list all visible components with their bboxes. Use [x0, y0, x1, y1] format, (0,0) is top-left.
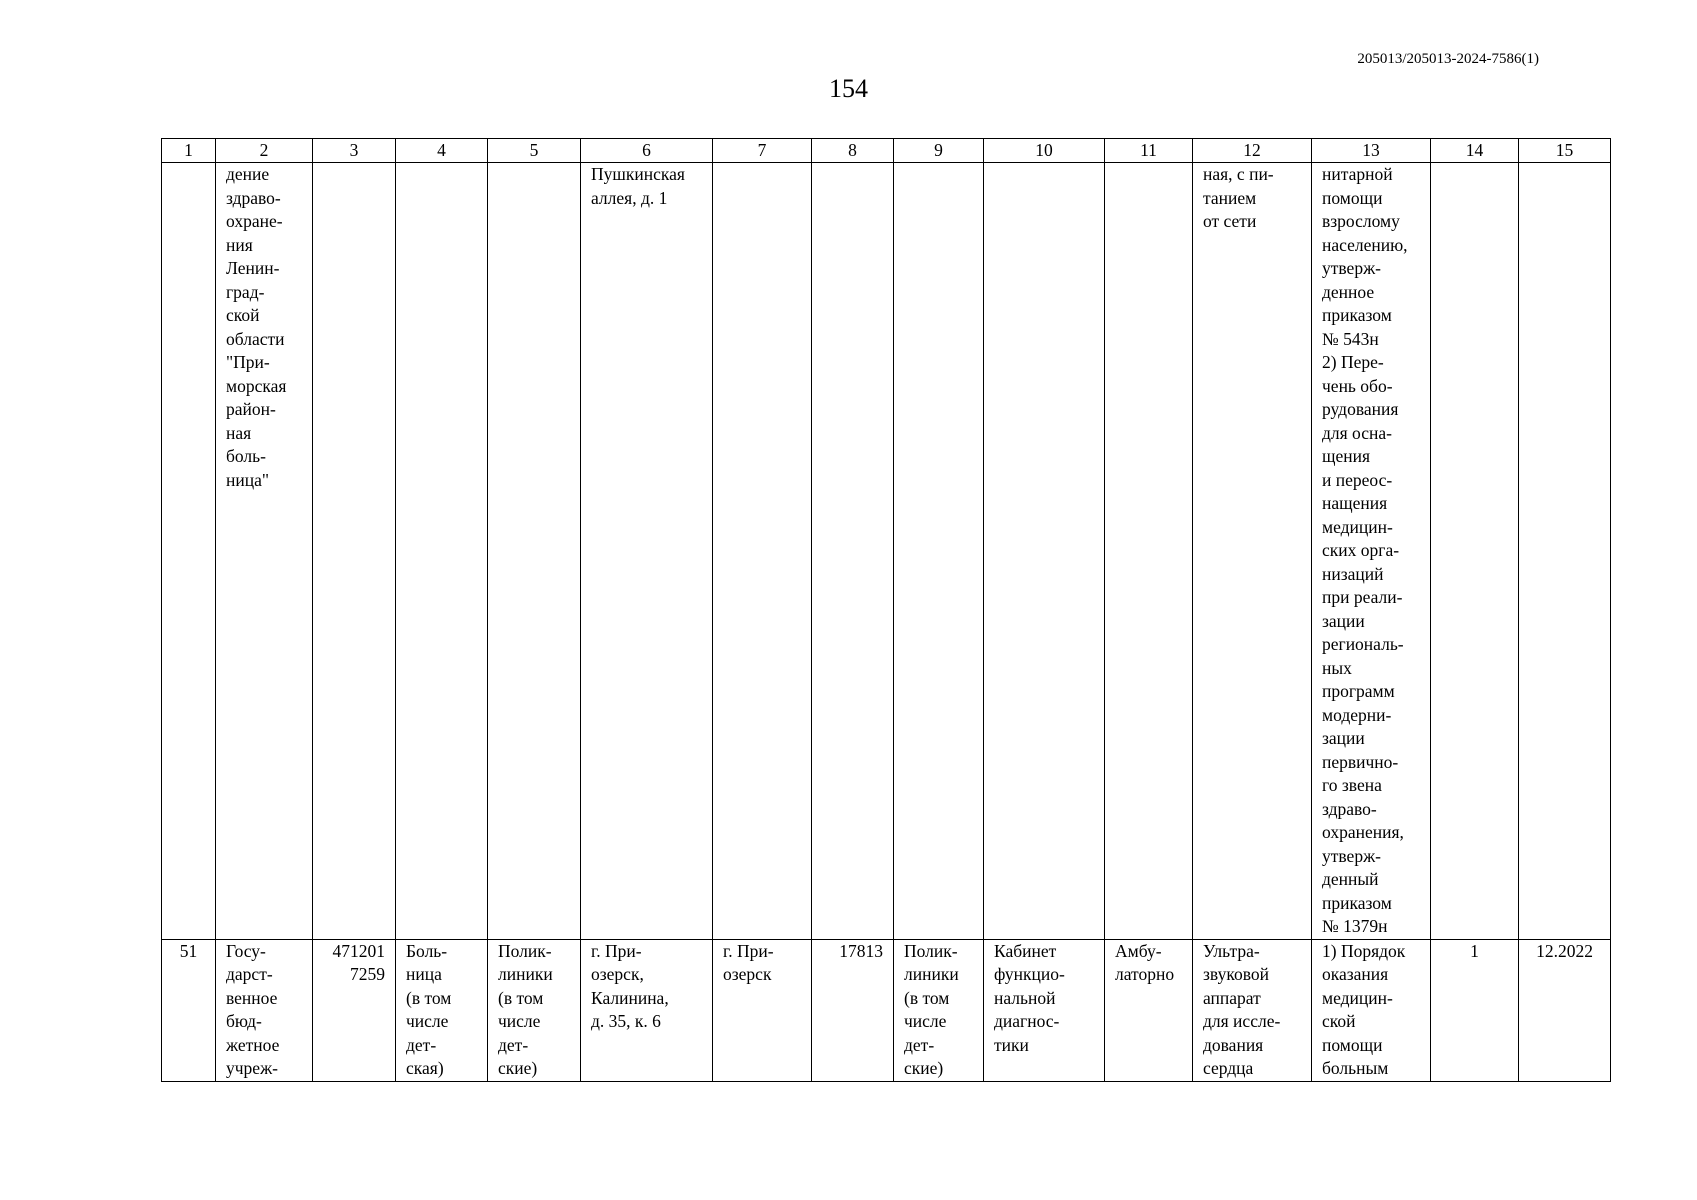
- cell-row-number: [162, 939, 216, 1081]
- cell-line: № 543н: [1322, 328, 1379, 349]
- cell-equipment: [1193, 939, 1312, 1081]
- cell-line: озерск: [723, 964, 772, 984]
- cell-line: функцио-: [994, 964, 1065, 984]
- cell-line: ная, с пи-: [1203, 164, 1274, 184]
- cell-line: 51: [179, 940, 198, 961]
- cell-institution: [216, 939, 313, 1081]
- cell-line: ная: [226, 422, 252, 443]
- cell-unit: [894, 939, 984, 1081]
- cell-line: числе: [904, 1011, 947, 1031]
- cell-locality: [713, 939, 812, 1081]
- cell-line: ница: [406, 964, 442, 984]
- column-number-row: [162, 139, 1611, 163]
- column-number-14: 14: [1431, 139, 1519, 163]
- cell-line: "При-: [226, 352, 270, 372]
- cell-line: 1: [1470, 940, 1479, 961]
- cell-line: тики: [994, 1034, 1029, 1055]
- cell-line: линики: [498, 964, 553, 984]
- cell-c6: [581, 163, 713, 940]
- cell-line: дет-: [498, 1034, 529, 1055]
- cell-c13: [1312, 163, 1431, 940]
- cell-line: населению,: [1322, 234, 1408, 255]
- cell-line: помощи: [1322, 187, 1383, 208]
- cell-line: зации: [1322, 610, 1365, 631]
- page-number: 154: [829, 74, 868, 103]
- cell-line: 7259: [350, 964, 385, 984]
- cell-date: [1519, 939, 1611, 1081]
- cell-line: Боль-: [406, 940, 448, 961]
- cell-line: № 1379н: [1322, 916, 1388, 936]
- cell-line: медицин-: [1322, 987, 1393, 1008]
- cell-line: оказания: [1322, 964, 1389, 984]
- cell-line: Полик-: [498, 940, 552, 961]
- column-number-8: 8: [812, 139, 894, 163]
- cell-line: 17813: [839, 940, 883, 961]
- cell-line: Полик-: [904, 940, 958, 961]
- cell-c14: [1431, 163, 1519, 940]
- cell-line: линики: [904, 964, 959, 984]
- cell-line: Ленин-: [226, 258, 280, 278]
- cell-line: звуковой: [1203, 964, 1269, 984]
- cell-line: 1) Порядок: [1322, 940, 1406, 961]
- cell-line: ской: [1322, 1011, 1356, 1031]
- cell-line: для иссле-: [1203, 1011, 1281, 1031]
- cell-line: (в том: [406, 987, 452, 1008]
- table-row-continuation: [162, 163, 1611, 940]
- cell-line: чень обо-: [1322, 375, 1393, 396]
- cell-line: г. При-: [723, 940, 774, 961]
- cell-line: ных: [1322, 657, 1352, 678]
- cell-line: морская: [226, 375, 287, 396]
- cell-line: дования: [1203, 1034, 1264, 1055]
- cell-subdivision-type: [488, 939, 581, 1081]
- cell-line: ния: [226, 234, 253, 255]
- cell-line: диагнос-: [994, 1011, 1060, 1031]
- cell-line: жетное: [226, 1034, 280, 1055]
- cell-line: ской: [226, 305, 260, 325]
- cell-line: утверж-: [1322, 258, 1381, 278]
- cell-line: дарст-: [226, 964, 273, 984]
- cell-line: программ: [1322, 681, 1395, 701]
- cell-line: Кабинет: [994, 940, 1057, 961]
- cell-care-form: [1105, 939, 1193, 1081]
- cell-line: числе: [406, 1011, 449, 1031]
- cell-c9: [894, 163, 984, 940]
- cell-line: ских орга-: [1322, 540, 1400, 560]
- cell-regulation: [1312, 939, 1431, 1081]
- cell-line: Пушкинская: [591, 164, 685, 184]
- cell-line: Ультра-: [1203, 940, 1260, 961]
- cell-line: го звена: [1322, 775, 1382, 795]
- cell-line: утверж-: [1322, 845, 1381, 866]
- cell-c11: [1105, 163, 1193, 940]
- cell-line: при реали-: [1322, 587, 1403, 607]
- cell-line: Амбу-: [1115, 940, 1162, 961]
- cell-line: охранения,: [1322, 822, 1404, 842]
- table-row-51: [162, 939, 1611, 1081]
- cell-line: приказом: [1322, 305, 1392, 325]
- cell-c12: [1193, 163, 1312, 940]
- cell-line: учреж-: [226, 1058, 278, 1078]
- cell-line: рудования: [1322, 399, 1399, 419]
- cell-line: (в том: [498, 987, 544, 1008]
- data-table: [161, 138, 1611, 1082]
- cell-line: аппарат: [1203, 987, 1261, 1008]
- cell-line: и переос-: [1322, 469, 1393, 490]
- cell-line: модерни-: [1322, 704, 1392, 725]
- document-id: 205013/205013-2024-7586(1): [1357, 51, 1539, 67]
- cell-line: бюд-: [226, 1011, 262, 1031]
- cell-line: числе: [498, 1011, 541, 1031]
- cell-line: латорно: [1115, 964, 1175, 984]
- cell-line: области: [226, 328, 285, 349]
- column-number-5: 5: [488, 139, 581, 163]
- cell-c15: [1519, 163, 1611, 940]
- cell-line: район-: [226, 399, 276, 419]
- cell-line: первично-: [1322, 751, 1399, 772]
- cell-line: г. При-: [591, 940, 642, 961]
- cell-line: ская): [406, 1058, 444, 1078]
- cell-line: (в том: [904, 987, 950, 1008]
- cell-c1: [162, 163, 216, 940]
- cell-line: Госу-: [226, 940, 266, 961]
- cell-line: ские): [904, 1058, 944, 1078]
- cell-line: региональ-: [1322, 634, 1404, 654]
- column-number-3: 3: [313, 139, 396, 163]
- cell-line: ские): [498, 1058, 538, 1078]
- cell-line: д. 35, к. 6: [591, 1011, 661, 1031]
- cell-line: нащения: [1322, 493, 1388, 513]
- cell-line: здраво-: [1322, 798, 1377, 819]
- cell-c5: [488, 163, 581, 940]
- cell-c2: [216, 163, 313, 940]
- cell-c4: [396, 163, 488, 940]
- cell-facility-type: [396, 939, 488, 1081]
- cell-cabinet: [984, 939, 1105, 1081]
- cell-c8: [812, 163, 894, 940]
- column-number-10: 10: [984, 139, 1105, 163]
- cell-line: аллея, д. 1: [591, 187, 668, 208]
- cell-line: сердца: [1203, 1058, 1254, 1078]
- cell-line: для осна-: [1322, 422, 1392, 443]
- column-number-11: 11: [1105, 139, 1193, 163]
- column-number-9: 9: [894, 139, 984, 163]
- cell-inn: [313, 939, 396, 1081]
- cell-address: [581, 939, 713, 1081]
- column-number-13: 13: [1312, 139, 1431, 163]
- cell-line: 2) Пере-: [1322, 352, 1384, 372]
- cell-line: дет-: [406, 1034, 437, 1055]
- cell-line: больным: [1322, 1058, 1389, 1078]
- cell-line: помощи: [1322, 1034, 1383, 1055]
- cell-line: танием: [1203, 187, 1257, 208]
- column-number-12: 12: [1193, 139, 1312, 163]
- column-number-2: 2: [216, 139, 313, 163]
- cell-line: 471201: [332, 940, 385, 961]
- cell-line: низаций: [1322, 563, 1384, 584]
- cell-line: град-: [226, 281, 265, 302]
- cell-line: приказом: [1322, 892, 1392, 913]
- cell-line: озерск,: [591, 964, 644, 984]
- cell-line: боль-: [226, 446, 266, 466]
- cell-line: медицин-: [1322, 516, 1393, 537]
- cell-line: 12.2022: [1536, 940, 1593, 961]
- column-number-15: 15: [1519, 139, 1611, 163]
- cell-c3: [313, 163, 396, 940]
- cell-quantity: [1431, 939, 1519, 1081]
- cell-line: ница": [226, 469, 270, 490]
- cell-line: охране-: [226, 211, 283, 231]
- column-number-1: 1: [162, 139, 216, 163]
- cell-line: зации: [1322, 728, 1365, 748]
- cell-line: нальной: [994, 987, 1056, 1008]
- cell-c10: [984, 163, 1105, 940]
- column-number-7: 7: [713, 139, 812, 163]
- cell-line: здраво-: [226, 187, 281, 208]
- cell-population: [812, 939, 894, 1081]
- cell-line: дет-: [904, 1034, 935, 1055]
- cell-line: Калинина,: [591, 987, 669, 1008]
- cell-c7: [713, 163, 812, 940]
- column-number-6: 6: [581, 139, 713, 163]
- cell-line: венное: [226, 987, 278, 1008]
- cell-line: дение: [226, 164, 270, 184]
- cell-line: денное: [1322, 281, 1375, 302]
- cell-line: взрослому: [1322, 211, 1400, 231]
- cell-line: от сети: [1203, 211, 1257, 231]
- cell-line: денный: [1322, 869, 1379, 889]
- cell-line: нитарной: [1322, 164, 1393, 184]
- column-number-4: 4: [396, 139, 488, 163]
- cell-line: щения: [1322, 446, 1371, 466]
